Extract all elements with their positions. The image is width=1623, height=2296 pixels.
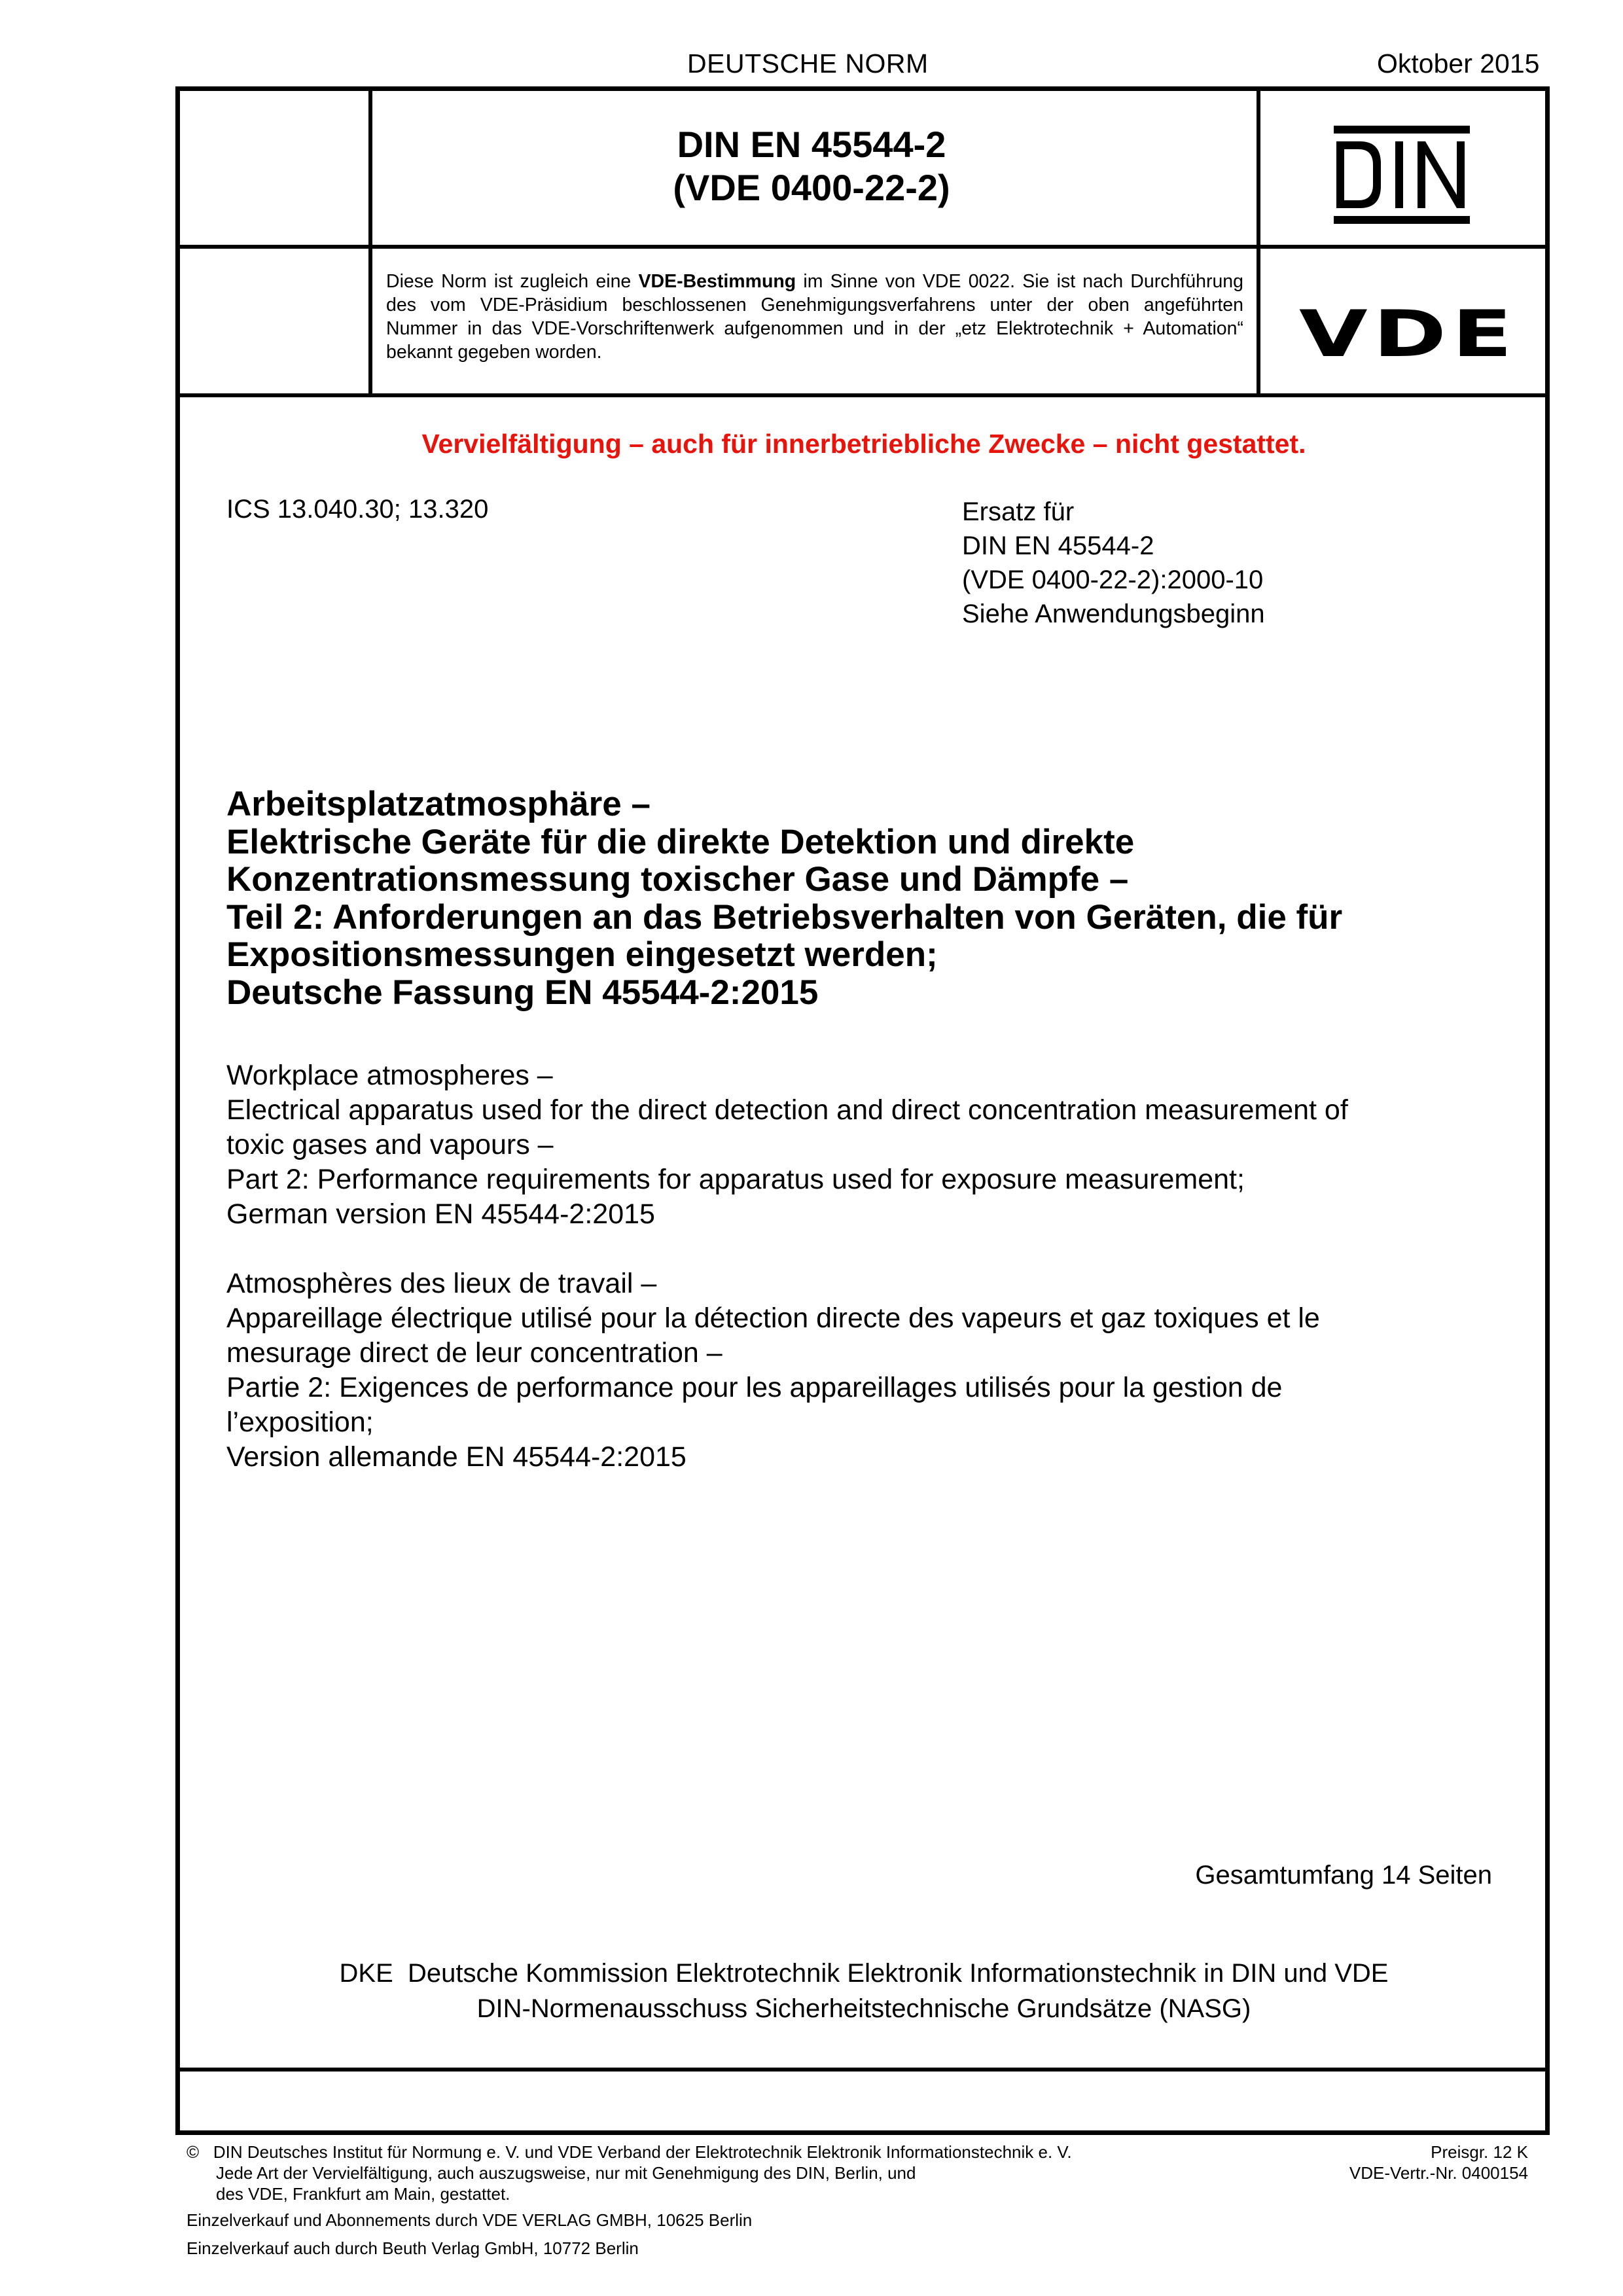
replaces-note: Siehe Anwendungsbeginn bbox=[962, 600, 1265, 628]
sales-info bbox=[187, 2206, 752, 2263]
replacement-info bbox=[962, 495, 1265, 631]
copyright-notice bbox=[187, 2142, 1072, 2204]
replaces-vde-ref: (VDE 0400-22-2):2000-10 bbox=[962, 565, 1264, 594]
title-line: Arbeitsplatzatmosphäre – bbox=[226, 785, 651, 823]
header-bottom-divider bbox=[180, 393, 1545, 397]
committee-nasg: DIN-Normenausschuss Sicherheitstechnische Grundsätze (NASG) bbox=[476, 1994, 1251, 2023]
ics-code: ICS 13.040.30; 13.320 bbox=[226, 495, 489, 524]
title-english bbox=[226, 1058, 1522, 1232]
header-divider-right bbox=[1257, 91, 1260, 397]
total-pages: Gesamtumfang 14 Seiten bbox=[1195, 1861, 1492, 1890]
vde-regulation-note bbox=[386, 270, 1243, 364]
title-line: Teil 2: Anforderungen an das Betriebsverhalten von Geräten, die für bbox=[226, 897, 1343, 937]
vde-note-text-start: Diese Norm ist zugleich eine bbox=[386, 271, 639, 292]
title-line: l’exposition; bbox=[226, 1407, 374, 1438]
title-line: Appareillage électrique utilisé pour la détection directe des vapeurs et gaz toxiques et le bbox=[226, 1302, 1320, 1334]
title-line: Partie 2: Exigences de performance pour les appareillages utilisés pour la gestion de bbox=[226, 1372, 1283, 1403]
price-group: Preisgr. 12 K bbox=[1431, 2142, 1528, 2162]
title-line: Version allemande EN 45544-2:2015 bbox=[226, 1441, 687, 1473]
norm-type-label: DEUTSCHE NORM bbox=[687, 48, 929, 79]
title-line: Workplace atmospheres – bbox=[226, 1060, 553, 1091]
vde-logo: VDE bbox=[1299, 297, 1518, 372]
title-line: Elektrische Geräte für die direkte Detektion und direkte bbox=[226, 822, 1135, 861]
title-french bbox=[226, 1266, 1522, 1475]
header-divider-left bbox=[368, 91, 372, 397]
title-line: German version EN 45544-2:2015 bbox=[226, 1198, 655, 1230]
title-line: Electrical apparatus used for the direct detection and direct concentration measurement of bbox=[226, 1094, 1348, 1126]
title-line: Deutsche Fassung EN 45544-2:2015 bbox=[226, 973, 819, 1012]
document-number-vde: (VDE 0400-22-2) bbox=[673, 167, 950, 208]
vde-note-text-end: im Sinne von VDE 0022. Sie ist nach Durchführung des vom VDE-Präsidium beschlossenen Genehmigungsverfahrens unter der oben angeführten Nummer in das VDE-Vorschriftenwerk aufgenommen und in der „etz Elektrotechnik + Automation“ bekannt gegeben worden. bbox=[386, 271, 1243, 363]
sales-line: Einzelverkauf und Abonnements durch VDE VERLAG GMBH, 10625 Berlin bbox=[187, 2210, 753, 2230]
copyright-line: © DIN Deutsches Institut für Normung e. V. und VDE Verband der Elektrotechnik Elektronik Informationstechnik e. V. bbox=[187, 2142, 1072, 2162]
committee-dke: DKE Deutsche Kommission Elektrotechnik Elektronik Informationstechnik in DIN und VDE bbox=[339, 1959, 1389, 1988]
vde-distribution-number: VDE-Vertr.-Nr. 0400154 bbox=[1349, 2163, 1528, 2183]
title-line: Konzentrationsmessung toxischer Gase und Dämpfe – bbox=[226, 860, 1129, 899]
copyright-line: des VDE, Frankfurt am Main, gestattet. bbox=[216, 2184, 510, 2204]
replaces-label: Ersatz für bbox=[962, 497, 1075, 526]
title-line: mesurage direct de leur concentration – bbox=[226, 1337, 722, 1369]
title-line: Part 2: Performance requirements for apparatus used for exposure measurement; bbox=[226, 1164, 1245, 1195]
title-line: Atmosphères des lieux de travail – bbox=[226, 1268, 657, 1299]
publication-date: Oktober 2015 bbox=[1377, 48, 1540, 79]
sales-line: Einzelverkauf auch durch Beuth Verlag GmbH, 10772 Berlin bbox=[187, 2238, 639, 2258]
copy-warning: Vervielfältigung – auch für innerbetriebliche Zwecke – nicht gestattet. bbox=[421, 429, 1306, 459]
title-german bbox=[226, 785, 1522, 1011]
copyright-line: Jede Art der Vervielfältigung, auch auszugsweise, nur mit Genehmigung des DIN, Berlin, und bbox=[216, 2163, 916, 2183]
title-line: Expositionsmessungen eingesetzt werden; bbox=[226, 935, 938, 974]
header-row-divider bbox=[180, 245, 1545, 249]
document-number-din: DIN EN 45544-2 bbox=[677, 124, 946, 165]
vde-note-emphasis: VDE-Bestimmung bbox=[638, 271, 796, 292]
din-logo bbox=[1334, 126, 1470, 224]
committee-info bbox=[177, 1956, 1551, 2026]
price-info bbox=[1349, 2142, 1528, 2183]
footer-divider bbox=[180, 2068, 1545, 2072]
replaces-standard: DIN EN 45544-2 bbox=[962, 531, 1154, 560]
title-line: toxic gases and vapours – bbox=[226, 1129, 554, 1160]
document-number bbox=[373, 123, 1250, 209]
